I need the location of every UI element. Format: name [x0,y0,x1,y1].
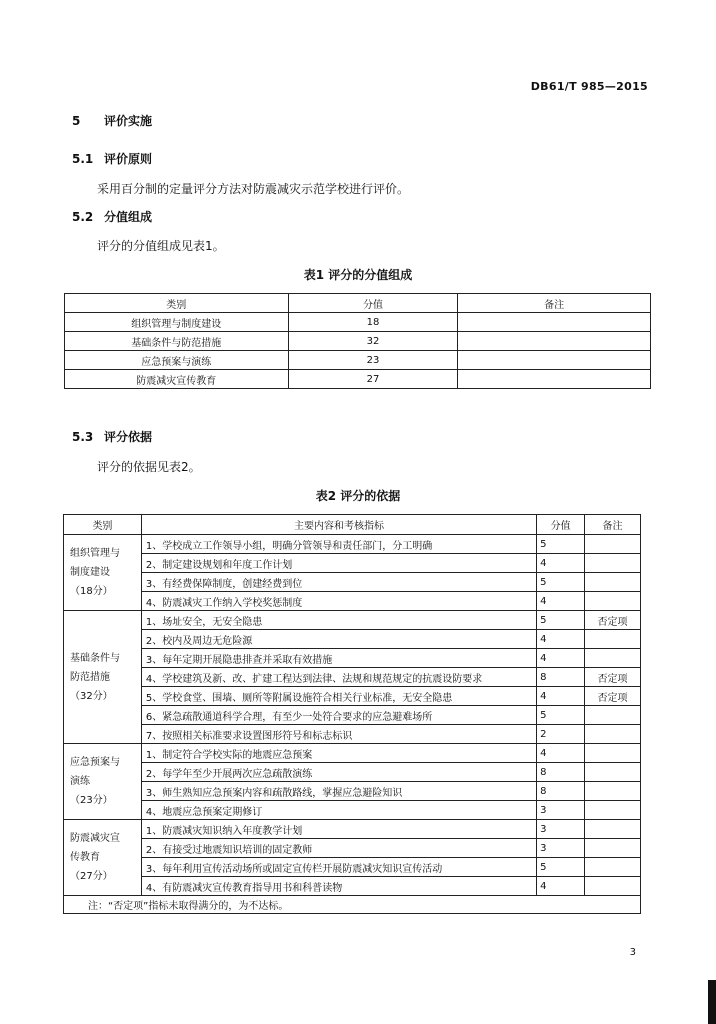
score-cell: 4 [537,630,585,649]
note-cell [585,554,641,573]
table-row [64,820,641,839]
note-cell [585,649,641,668]
category-cell: 组织管理与制度建设 [65,313,289,332]
note-cell: 否定项 [585,611,641,630]
column-header-category: 类别 [64,515,142,535]
category-line: （32分） [70,690,113,702]
indicator-cell: 4、地震应急预案定期修订 [141,801,536,820]
table-row [64,763,641,782]
table-row [64,535,641,554]
section-5-3-text: 评分的依据见表2。 [97,460,201,474]
score-cell: 4 [537,649,585,668]
category-line: 防范措施 [70,671,110,683]
category-line: （27分） [70,871,113,882]
category-line: （18分） [70,586,113,597]
indicator-cell: 1、制定符合学校实际的地震应急预案 [141,744,536,763]
table-header-row [64,515,641,535]
table-row [65,351,651,370]
table-row [65,313,651,332]
category-line: 组织管理与 [70,548,120,559]
table-row [64,839,641,858]
note-cell [585,592,641,611]
indicator-cell: 2、校内及周边无危险源 [141,630,536,649]
score-cell: 4 [537,877,585,896]
note-cell [585,782,641,801]
section-5-2-text: 评分的分值组成见表1。 [97,239,225,253]
table-header-row [65,294,651,313]
table-row [64,782,641,801]
section-5-1-text: 采用百分制的定量评分方法对防震减灾示范学校进行评价。 [97,182,410,196]
table-row [64,725,641,744]
table-row [65,332,651,351]
section-5-3-heading [72,428,152,445]
note-cell [585,858,641,877]
table-row [64,668,641,687]
note-cell [458,351,651,370]
score-cell: 4 [537,554,585,573]
category-line: （23分） [70,795,113,806]
table-row [64,611,641,630]
indicator-cell: 2、每学年至少开展两次应急疏散演练 [141,763,536,782]
table-row [64,706,641,725]
table1-score-composition [64,293,651,389]
score-cell: 3 [537,839,585,858]
score-cell: 23 [288,351,458,370]
section-title: 评价实施 [104,114,153,128]
indicator-cell: 1、场址安全，无安全隐患 [141,611,536,630]
table-footnote-row [64,896,641,914]
score-cell: 32 [288,332,458,351]
table-row [64,801,641,820]
note-cell [458,370,651,389]
section-title: 分值组成 [104,210,153,224]
indicator-cell: 3、有经费保障制度，创建经费到位 [141,573,536,592]
column-header-note: 备注 [458,294,651,313]
indicator-cell: 4、防震减灾工作纳入学校奖惩制度 [141,592,536,611]
table-row [64,592,641,611]
table-row [64,554,641,573]
score-cell: 5 [537,611,585,630]
note-cell [585,801,641,820]
score-cell: 3 [537,801,585,820]
indicator-cell: 7、按照相关标准要求设置图形符号和标志标识 [141,725,536,744]
category-cell [64,820,142,896]
note-cell [585,706,641,725]
section-5-heading [72,112,152,129]
table-row [64,573,641,592]
table-row [64,858,641,877]
section-title: 评价原则 [104,152,153,166]
page-number: 3 [629,947,636,958]
document-code: DB61/T 985—2015 [530,80,648,93]
score-cell: 8 [537,668,585,687]
table-row [64,630,641,649]
column-header-note: 备注 [585,515,641,535]
score-cell: 8 [537,782,585,801]
score-cell: 3 [537,820,585,839]
score-cell: 4 [537,744,585,763]
section-number: 5.2 [72,210,94,224]
score-cell: 5 [537,706,585,725]
scan-edge-mark [708,980,716,1024]
category-line: 传教育 [70,852,100,863]
indicator-cell: 3、师生熟知应急预案内容和疏散路线，掌握应急避险知识 [141,782,536,801]
column-header-category: 类别 [65,294,289,313]
table2-scoring-basis [63,514,641,914]
note-cell [585,877,641,896]
note-cell [585,630,641,649]
indicator-cell: 3、每年利用宣传活动场所或固定宣传栏开展防震减灾知识宣传活动 [141,858,536,877]
category-line: 应急预案与 [70,757,120,768]
table-row [64,687,641,706]
note-cell [458,332,651,351]
indicator-cell: 1、防震减灾知识纳入年度教学计划 [141,820,536,839]
table-row [64,877,641,896]
note-cell [585,744,641,763]
note-cell [585,763,641,782]
indicator-cell: 5、学校食堂、围墙、厕所等附属设施符合相关行业标准，无安全隐患 [141,687,536,706]
note-cell: 否定项 [585,668,641,687]
column-header-score: 分值 [288,294,458,313]
note-cell [585,573,641,592]
section-5-2-heading [72,208,152,225]
category-line: 防震减灾宣 [70,833,120,844]
category-cell: 基础条件与防范措施 [65,332,289,351]
score-cell: 27 [288,370,458,389]
column-header-indicators: 主要内容和考核指标 [141,515,536,535]
table-footnote: 注：“否定项”指标未取得满分的，为不达标。 [64,896,641,914]
section-number: 5 [72,114,81,128]
score-cell: 5 [537,858,585,877]
note-cell [585,725,641,744]
table1-caption: 表1 评分的分值组成 [303,268,413,282]
table-row [64,649,641,668]
category-line: 基础条件与 [70,652,120,664]
table-row [64,744,641,763]
score-cell: 8 [537,763,585,782]
category-line: 制度建设 [70,567,110,578]
indicator-cell: 4、学校建筑及新、改、扩建工程达到法律、法规和规范规定的抗震设防要求 [141,668,536,687]
section-number: 5.3 [72,430,94,444]
indicator-cell: 3、每年定期开展隐患排查并采取有效措施 [141,649,536,668]
score-cell: 5 [537,535,585,554]
note-cell [585,820,641,839]
indicator-cell: 6、紧急疏散通道科学合理，有至少一处符合要求的应急避难场所 [141,706,536,725]
category-cell: 应急预案与演练 [65,351,289,370]
category-cell [64,744,142,820]
score-cell: 5 [537,573,585,592]
table2-caption: 表2 评分的依据 [315,489,401,503]
indicator-cell: 2、制定建设规划和年度工作计划 [141,554,536,573]
category-cell [64,611,142,744]
indicator-cell: 1、学校成立工作领导小组，明确分管领导和责任部门，分工明确 [141,535,536,554]
score-cell: 4 [537,687,585,706]
category-cell [64,535,142,611]
note-cell: 否定项 [585,687,641,706]
indicator-cell: 2、有接受过地震知识培训的固定教师 [141,839,536,858]
column-header-score: 分值 [537,515,585,535]
score-cell: 2 [537,725,585,744]
score-cell: 18 [288,313,458,332]
category-line: 演练 [70,776,90,787]
note-cell [585,535,641,554]
score-cell: 4 [537,592,585,611]
section-5-1-heading [72,150,152,167]
note-cell [585,839,641,858]
section-number: 5.1 [72,152,94,166]
indicator-cell: 4、有防震减灾宣传教育指导用书和科普读物 [141,877,536,896]
table-row [65,370,651,389]
category-cell: 防震减灾宣传教育 [65,370,289,389]
section-title: 评分依据 [104,430,153,444]
note-cell [458,313,651,332]
